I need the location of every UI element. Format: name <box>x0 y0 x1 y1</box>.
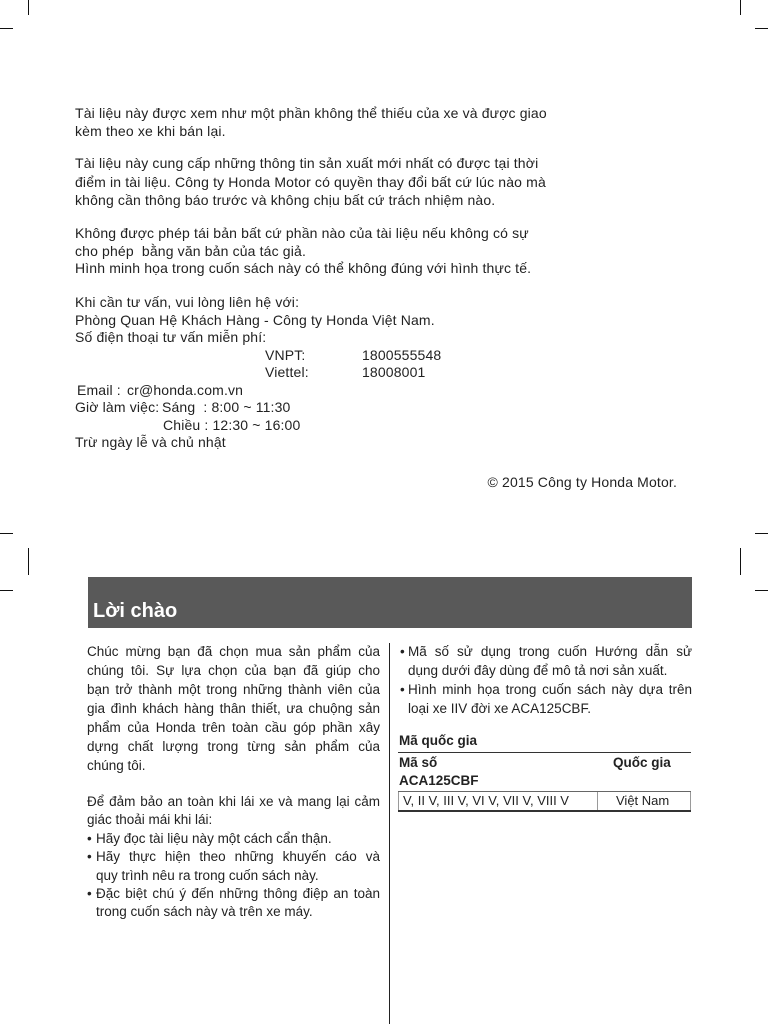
notice-paragraph-update <box>75 154 546 210</box>
hotline-carrier: VNPT: <box>265 346 306 363</box>
bullet-item-continuation: loại xe IIV đời xe ACA125CBF. <box>408 700 591 716</box>
paragraph-line: Để đảm bảo an toàn khi lái xe và mang lại cảm <box>87 794 380 809</box>
table-top-rule <box>398 752 691 753</box>
notice-line: Tài liệu này cung cấp những thông tin sản xuất mới nhất có được tại thời <box>75 155 539 171</box>
paragraph-line: giác thoải mái khi lái: <box>87 812 213 828</box>
crop-mark <box>740 548 741 575</box>
hotline-row <box>75 364 555 382</box>
bullet-item-continuation: quy trình nêu ra trong cuốn sách này. <box>96 867 319 883</box>
paragraph-line: chúng tôi. <box>87 757 146 773</box>
hotline-carrier: Viettel: <box>265 364 309 380</box>
model-code-header: ACA125CBF <box>399 773 479 788</box>
safety-paragraph <box>87 793 380 922</box>
country-column-header: Quốc gia <box>613 755 671 770</box>
notice-line: không cần thông báo trước và không chịu bất cứ trách nhiệm nào. <box>75 192 496 208</box>
hotline-number: 1800555548 <box>362 346 442 363</box>
crop-mark <box>0 590 13 591</box>
section-header-bar <box>88 577 692 628</box>
notice-line: điểm in tài liệu. Công ty Honda Motor có quyền thay đổi bất cứ lúc nào mà <box>75 173 546 190</box>
hotline-row <box>75 347 555 365</box>
bullet-item-continuation: trong cuốn sách này và trên xe máy. <box>96 904 313 920</box>
notice-line: Tài liệu này được xem như một phần không thể thiếu của xe và được giao <box>75 105 547 121</box>
code-column-header: Mã số <box>399 755 438 770</box>
paragraph-line: phẩm của Honda trên toàn cầu góp phần xây <box>87 719 380 735</box>
contact-intro: Khi cần tư vấn, vui lòng liên hệ với: <box>75 294 300 310</box>
crop-mark <box>755 590 768 591</box>
hotline-label: Số điện thoại tư vấn miễn phí: <box>75 329 267 345</box>
crop-mark <box>740 0 741 15</box>
bullet-item: • Mã số sử dụng trong cuốn Hướng dẫn sử <box>399 642 692 661</box>
notice-paragraph-copyright <box>75 225 531 278</box>
bullet-item-continuation: dụng dưới đây dùng để mô tả nơi sản xuất. <box>408 662 668 678</box>
paragraph-line: chúng tôi. Sự lựa chọn của bạn đã giúp cho <box>87 662 380 678</box>
greeting-paragraph <box>87 642 380 775</box>
table-bottom-rule <box>398 810 691 812</box>
bullet-item: • Hãy đọc tài liệu này một cách cẩn thận. <box>87 830 380 848</box>
bullet-item: • Đặc biệt chú ý đến những thông điệp an toàn <box>87 885 380 903</box>
cell-divider <box>597 792 598 810</box>
hours-afternoon: Chiều : 12:30 ~ 16:00 <box>163 416 301 433</box>
bullet-item: • Hãy thực hiện theo những khuyến cáo và <box>87 848 380 866</box>
notice-line: cho phép bằng văn bản của tác giả. <box>75 242 306 259</box>
notice-line: Hình minh họa trong cuốn sách này có thể không đúng với hình thực tế. <box>75 260 532 276</box>
closed-note: Trừ ngày lễ và chủ nhật <box>75 434 226 450</box>
crop-mark <box>28 548 29 575</box>
paragraph-line: Chúc mừng bạn đã chọn mua sản phẩm của <box>87 643 380 659</box>
country-code-table <box>398 732 691 814</box>
column-divider <box>389 643 390 1024</box>
crop-mark <box>28 0 29 15</box>
email-label: Email : <box>77 381 121 398</box>
crop-mark <box>755 533 768 534</box>
crop-mark <box>755 28 768 29</box>
section-title: Lời chào <box>93 600 178 622</box>
bullet-item: • Hình minh họa trong cuốn sách này dựa trên <box>399 680 692 699</box>
country-code-cell: V, II V, III V, VI V, VII V, VIII V <box>403 793 569 808</box>
hotline-number: 18008001 <box>362 364 426 380</box>
country-name-cell: Việt Nam <box>616 793 670 808</box>
hours-row <box>75 417 555 435</box>
notice-line: Không được phép tái bản bất cứ phần nào của tài liệu nếu không có sự <box>75 225 529 241</box>
copyright-notice: © 2015 Công ty Honda Motor. <box>487 474 677 490</box>
right-column-bullets <box>399 642 692 718</box>
hours-row <box>75 399 555 417</box>
crop-mark <box>0 28 13 29</box>
paragraph-line: dựng chất lượng trong từng sản phẩm của <box>87 738 380 754</box>
table-title: Mã quốc gia <box>399 733 478 748</box>
hours-label: Giờ làm việc: <box>75 399 160 415</box>
paragraph-line: bạn trở thành một trong những thành viên của <box>87 681 380 697</box>
crop-mark <box>0 533 13 534</box>
paragraph-line: gia đình khách hàng thân thiết, ưa chuộng sản <box>87 700 380 716</box>
contact-info <box>75 294 555 452</box>
contact-department: Phòng Quan Hệ Khách Hàng - Công ty Honda Việt Nam. <box>75 311 435 328</box>
hours-morning: Sáng : 8:00 ~ 11:30 <box>162 399 291 415</box>
email-row <box>75 382 555 400</box>
notice-paragraph-attachment <box>75 104 547 140</box>
email-address: cr@honda.com.vn <box>127 381 244 398</box>
notice-line: kèm theo xe khi bán lại. <box>75 123 226 139</box>
